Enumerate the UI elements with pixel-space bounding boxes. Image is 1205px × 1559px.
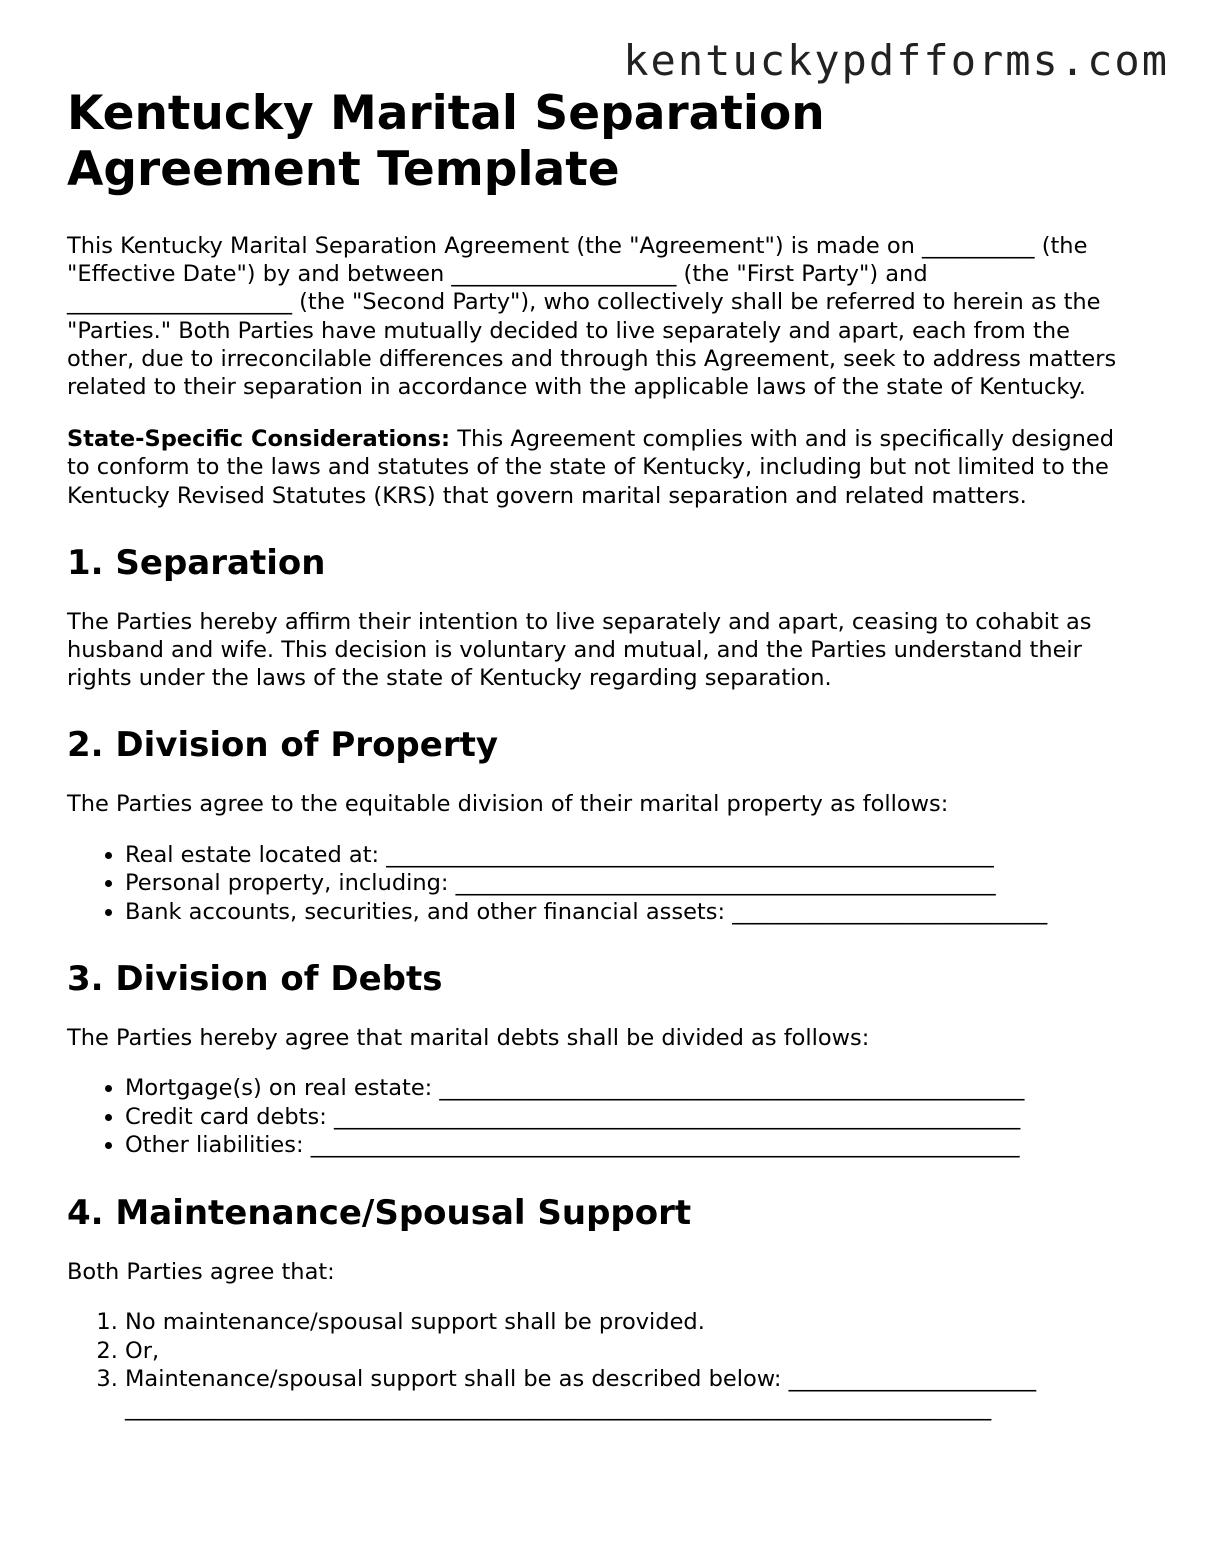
list-item: 1. No maintenance/spousal support shall be provided. <box>125 1308 1142 1337</box>
list-item: • Bank accounts, securities, and other financial assets: ____________________________ <box>125 898 1142 927</box>
state-specific-text: This Agreement complies with and is specifically designed to conform to the laws and statutes of the state of Kentucky, including but not limited to the Kentucky Revised Statutes (KRS) that govern marital separation and related matters. <box>67 426 1115 509</box>
section-heading-property: 2. Division of Property <box>67 725 499 766</box>
list-item: 3. Maintenance/spousal support shall be as described below: ______________________ _____________________________________________________________________________ <box>125 1365 1142 1422</box>
list-item: • Mortgage(s) on real estate: ____________________________________________________ <box>125 1074 1142 1103</box>
document-title: Kentucky Marital Separation Agreement Template <box>67 86 825 197</box>
property-list <box>67 841 1142 927</box>
site-watermark: kentuckypdfforms.com <box>623 36 1169 85</box>
state-specific-label: State-Specific Considerations: <box>67 426 451 453</box>
list-item: • Personal property, including: ________________________________________________ <box>125 869 1142 898</box>
property-paragraph: The Parties agree to the equitable division of their marital property as follows: <box>67 791 949 818</box>
intro-paragraph: This Kentucky Marital Separation Agreement (the "Agreement") is made on __________ (the "Effective Date") by and between ____________________ (the "First Party") and ____________________ (the "Second Party"), who collectively shall be referred to herein as the "Parties." Both Parties have mutually decided to live separately and apart, each from the other, due to irreconcilable differences and through this Agreement, seek to address matters related to their separation in accordance with the applicable laws of the state of Kentucky. <box>67 233 1117 401</box>
section-heading-debts: 3. Division of Debts <box>67 959 443 1000</box>
debts-list <box>67 1074 1142 1160</box>
list-item: • Other liabilities: _______________________________________________________________ <box>125 1131 1142 1160</box>
state-specific-paragraph <box>67 425 1142 510</box>
separation-paragraph: The Parties hereby affirm their intention to live separately and apart, ceasing to cohabit as husband and wife. This decision is voluntary and mutual, and the Parties understand their rights under the laws of the state of Kentucky regarding separation. <box>67 608 1092 692</box>
list-item: • Credit card debts: _____________________________________________________________ <box>125 1103 1142 1132</box>
section-heading-separation: 1. Separation <box>67 542 326 583</box>
debts-paragraph: The Parties hereby agree that marital debts shall be divided as follows: <box>67 1025 870 1052</box>
support-list <box>67 1308 1142 1422</box>
support-paragraph: Both Parties agree that: <box>67 1258 335 1285</box>
document-page <box>67 86 1142 1422</box>
list-item: • Real estate located at: ______________________________________________________ <box>125 841 1142 870</box>
list-item: 2. Or, <box>125 1337 1142 1366</box>
section-heading-support: 4. Maintenance/Spousal Support <box>67 1192 692 1233</box>
